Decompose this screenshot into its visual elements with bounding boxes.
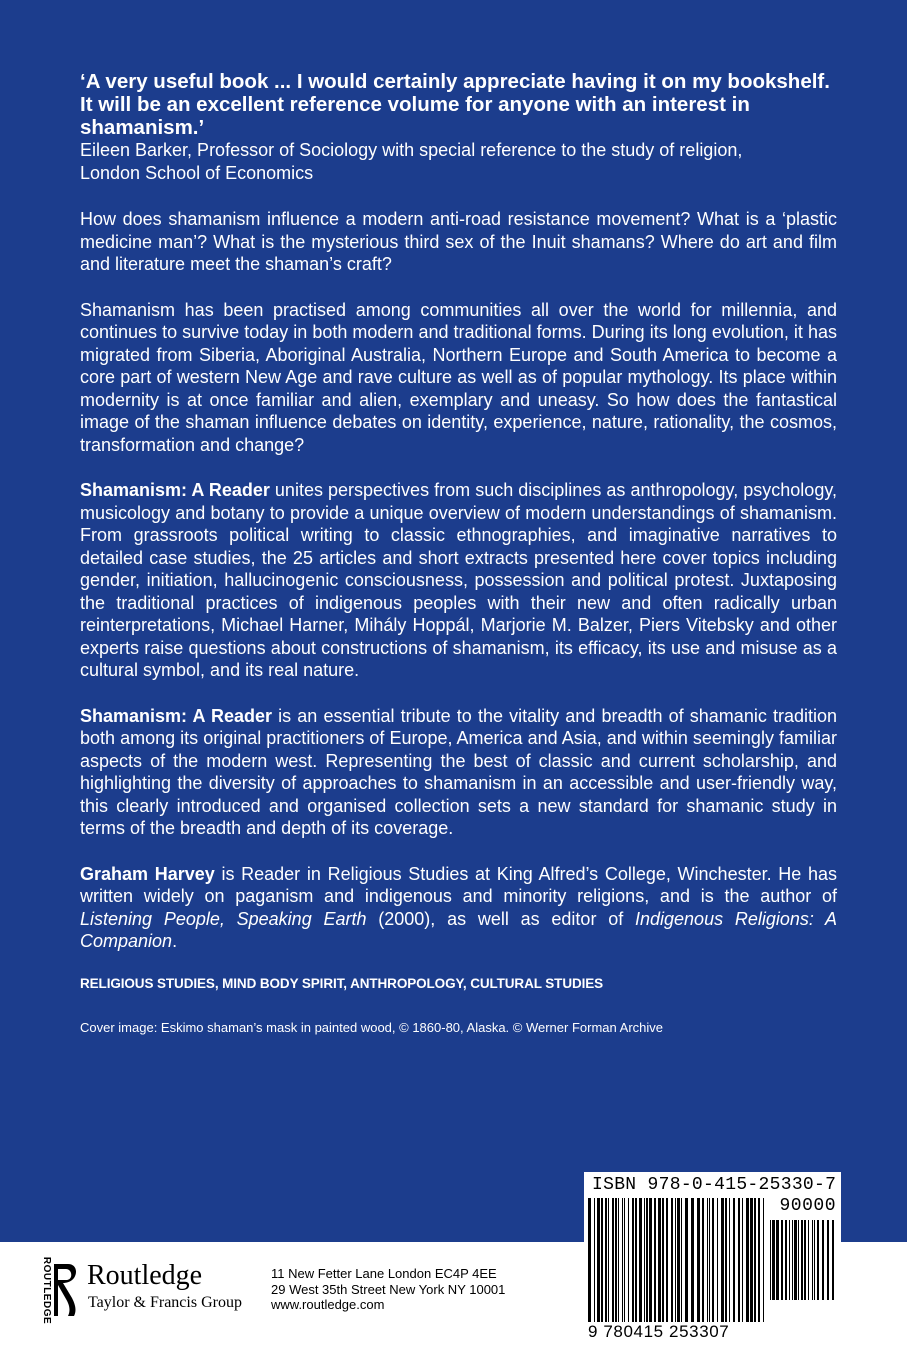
barcode-bar (677, 1198, 680, 1322)
barcode-bar (763, 1198, 764, 1322)
author-name: Graham Harvey (80, 863, 215, 884)
barcode-bar (794, 1220, 797, 1300)
barcode-bar (814, 1220, 815, 1300)
publisher-address (271, 1266, 505, 1313)
barcode-bar (654, 1198, 656, 1322)
attribution-name: Eileen Barker, Professor of Sociology with special reference to the study of religion, (80, 140, 743, 160)
isbn-barcode (584, 1172, 841, 1360)
price-barcode (770, 1220, 834, 1300)
barcode-bar (822, 1220, 824, 1300)
barcode-bar (801, 1220, 803, 1300)
barcode-bar (594, 1198, 595, 1322)
barcode-bar (632, 1198, 634, 1322)
routledge-logo-icon (50, 1262, 80, 1318)
barcode-bar (707, 1198, 708, 1322)
barcode-bar (639, 1198, 642, 1322)
barcode-bar (615, 1198, 617, 1322)
barcode-bar (608, 1198, 609, 1322)
barcode-bars (588, 1198, 764, 1322)
barcode-bar (612, 1198, 614, 1322)
book-title: Shamanism: A Reader (80, 705, 273, 726)
barcode-bar (618, 1198, 619, 1322)
barcode-bar (712, 1198, 714, 1322)
barcode-bar (605, 1198, 607, 1322)
blurb-paragraph-1: How does shamanism influence a modern anti-road resistance movement? What is a ‘plastic medicine man’? What is the mysterious third sex of the Inuit shamans? Where do art and film and literature meet the shaman’s craft? (80, 209, 837, 274)
barcode-bar (646, 1198, 648, 1322)
publisher-vertical-text: ROUTLEDGE (41, 1256, 53, 1325)
barcode-bar (781, 1220, 783, 1300)
cover-text (80, 70, 837, 1035)
book-title: Shamanism: A Reader (80, 480, 270, 500)
barcode-bar (817, 1220, 819, 1300)
price-code: 90000 (779, 1196, 836, 1216)
barcode-bar (666, 1198, 668, 1322)
quote-attribution (80, 139, 837, 185)
address-line-1: 11 New Fetter Lane London EC4P 4EE (271, 1266, 497, 1281)
barcode-bar (827, 1220, 829, 1300)
barcode-bar (798, 1220, 799, 1300)
author-bio-text: is Reader in Religious Studies at King Alfred’s College, Winchester. He has written widely on paganism and indigenous and minority religions, and is the author of (80, 863, 837, 906)
barcode-bar (597, 1198, 600, 1322)
barcode-bar (808, 1220, 809, 1300)
barcode-bar (746, 1198, 749, 1322)
barcode-bar (733, 1198, 735, 1322)
barcode-bar (628, 1198, 629, 1322)
barcode-bar (691, 1198, 694, 1322)
ean-digits: 9 780415 253307 (588, 1322, 730, 1341)
barcode-bar (772, 1220, 775, 1300)
barcode-bar (792, 1220, 793, 1300)
blurb-paragraph-2: Shamanism has been practised among communities all over the world for millennia, and continues to survive today in both modern and traditional forms. During its long evolution, it has migrated from Siberia, Aboriginal Australia, Northern Europe and South America to become a core part of western New Age and rave culture as well as of popular mythology. Its place within modernity is at once familiar and alien, exemplary and uneasy. So how does the fantastical image of the shaman influence debates on identity, experience, nature, rationality, the cosmos, transformation and change? (80, 299, 837, 455)
barcode-bar (702, 1198, 704, 1322)
author-bio-text: . (172, 931, 178, 951)
barcode-bar (725, 1198, 727, 1322)
subject-categories: RELIGIOUS STUDIES, MIND BODY SPIRIT, ANTHROPOLOGY, CULTURAL STUDIES (80, 975, 604, 991)
barcode-bar (785, 1220, 787, 1300)
publisher-name: Routledge (87, 1260, 203, 1291)
barcode-bar (750, 1198, 753, 1322)
barcode-bar (804, 1220, 806, 1300)
review-quote: ‘A very useful book ... I would certainly appreciate having it on my bookshelf. It will be an excellent reference volume for anyone with an interest in shamanism.’ (80, 70, 830, 139)
barcode-bar (644, 1198, 645, 1322)
barcode-bar (622, 1198, 623, 1322)
publisher-group: Taylor & Francis Group (88, 1294, 242, 1311)
barcode-bar (729, 1198, 730, 1322)
cover-image-credit: Cover image: Eskimo shaman’s mask in painted wood, © 1860-80, Alaska. © Werner Forman Archive (80, 1019, 663, 1035)
author-book-2: Indigenous Religions: A Companion (80, 908, 837, 951)
barcode-bar (738, 1198, 740, 1322)
barcode-bar (649, 1198, 652, 1322)
isbn-label: ISBN 978-0-415-25330-7 (592, 1175, 837, 1195)
barcode-bar (685, 1198, 688, 1322)
blurb-paragraph-4 (80, 705, 837, 840)
author-book-1: Listening People, Speaking Earth (80, 908, 367, 929)
barcode-bar (812, 1220, 813, 1300)
barcode-bar (675, 1198, 676, 1322)
barcode-bar (832, 1220, 834, 1300)
barcode-bar (742, 1198, 743, 1322)
barcode-bar (662, 1198, 664, 1322)
barcode-bar (717, 1198, 718, 1322)
barcode-bar (588, 1198, 591, 1322)
barcode-bar (789, 1220, 790, 1300)
barcode-bar (697, 1198, 700, 1322)
barcode-bar (709, 1198, 710, 1322)
blurb-paragraph-4-text: is an essential tribute to the vitality and breadth of shamanic tradition both among its original practitioners of Europe, America and Asia, and within seemingly familiar aspects of the modern west. Representing the best of classic and current scholarship, and highlighting the diversity of approaches to shamanism in an accessible and user-friendly way, this clearly introduced and organised collection sets a new standard for shamanic study in terms of the breadth and depth of its coverage. (80, 705, 838, 838)
barcode-bar (770, 1220, 771, 1300)
barcode-bar (635, 1198, 637, 1322)
barcode-bar (671, 1198, 673, 1322)
publisher-vertical-mark (36, 1256, 53, 1325)
author-bio (80, 863, 837, 953)
blurb-paragraph-3 (80, 479, 837, 682)
barcode-bar (658, 1198, 661, 1322)
barcode-bar (758, 1198, 760, 1322)
barcode-bar (624, 1198, 625, 1322)
barcode-bar (721, 1198, 724, 1322)
attribution-affiliation: London School of Economics (80, 163, 314, 183)
barcode-bar (754, 1198, 756, 1322)
barcode-bar (776, 1220, 779, 1300)
barcode-bar (601, 1198, 603, 1322)
author-bio-text: (2000), as well as editor of (366, 908, 635, 929)
blurb-paragraph-3-text: unites perspectives from such disciplines as anthropology, psychology, musicology and botany to provide a unique overview of modern understandings of shamanism. From grassroots political writing to classic ethnographies, and imaginative narratives to detailed case studies, the 25 articles and short extracts presented here cover topics including gender, initiation, hallucinogenic consciousness, possession and political protest. Juxtaposing the traditional practices of indigenous peoples with their new and often radically urban reinterpretations, Michael Harner, Mihály Hoppál, Marjorie M. Balzer, Piers Vitebsky and other experts raise questions about constructions of shamanism, its efficacy, its use and misuse as a cultural symbol, and its real nature. (80, 480, 837, 680)
publisher-website[interactable]: www.routledge.com (271, 1297, 385, 1312)
barcode-bar (681, 1198, 682, 1322)
address-line-2: 29 West 35th Street New York NY 10001 (271, 1281, 506, 1297)
